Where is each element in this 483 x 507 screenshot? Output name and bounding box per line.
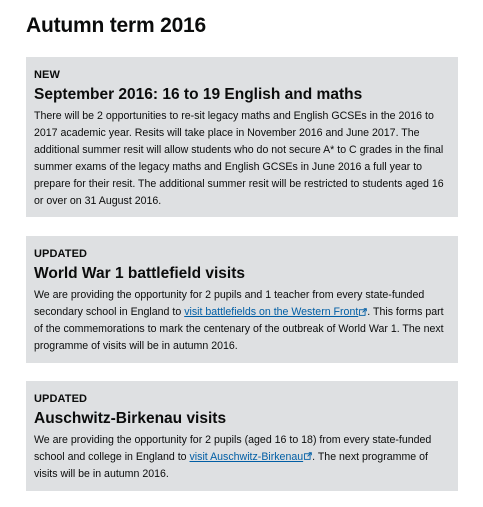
link-text[interactable]: visit Auschwitz-Birkenau: [189, 450, 304, 463]
card-body: [34, 432, 446, 483]
news-card-auschwitz-visits: [26, 381, 458, 491]
link-text[interactable]: visit battlefields on the Western Front: [184, 306, 359, 319]
card-body-text: We are providing the opportunity for 2 pupils (aged 16 to 18) from every state-funded school and college in England to: [34, 434, 432, 463]
status-badge: UPDATED: [34, 248, 88, 261]
status-badge: NEW: [34, 69, 60, 81]
external-link-icon: [304, 452, 312, 460]
card-body: There will be 2 opportunities to re-sit legacy maths and English GCSEs in the 2016 to 2017 academic year. Resits will take place in November 2016 and June 2017. The additional summer resit will allow students who do not secure A* to C grades in the final summer exams of the legacy maths and English GCSEs in June 2016 a full year to prepare for their resit. The additional summer resit will be restricted to students aged 16 or over on 31 August 2016.: [34, 110, 444, 207]
card-body-text: . The next programme of visits will be in autumn 2016.: [34, 450, 428, 480]
news-card-ww1-battlefield-visits: [26, 236, 458, 363]
card-body-text: . This forms part of the commemorations to mark the centenary of the outbreak of World War 1. The next programme of visits will be in autumn 2016.: [34, 306, 444, 353]
western-front-visits-link[interactable]: [184, 306, 367, 318]
card-title: World War 1 battlefield visits: [34, 265, 246, 283]
auschwitz-visits-link[interactable]: [190, 451, 313, 463]
card-title: September 2016: 16 to 19 English and maths: [34, 86, 363, 103]
card-title: Auschwitz-Birkenau visits: [34, 410, 227, 428]
status-badge: UPDATED: [34, 393, 88, 406]
page-title: Autumn term 2016: [26, 14, 207, 37]
card-body-text: We are providing the opportunity for 2 pupils and 1 teacher from every state-funded secondary school in England to: [34, 289, 425, 319]
card-body: [34, 287, 446, 355]
news-card-legacy-gcse-resits: [26, 57, 458, 217]
